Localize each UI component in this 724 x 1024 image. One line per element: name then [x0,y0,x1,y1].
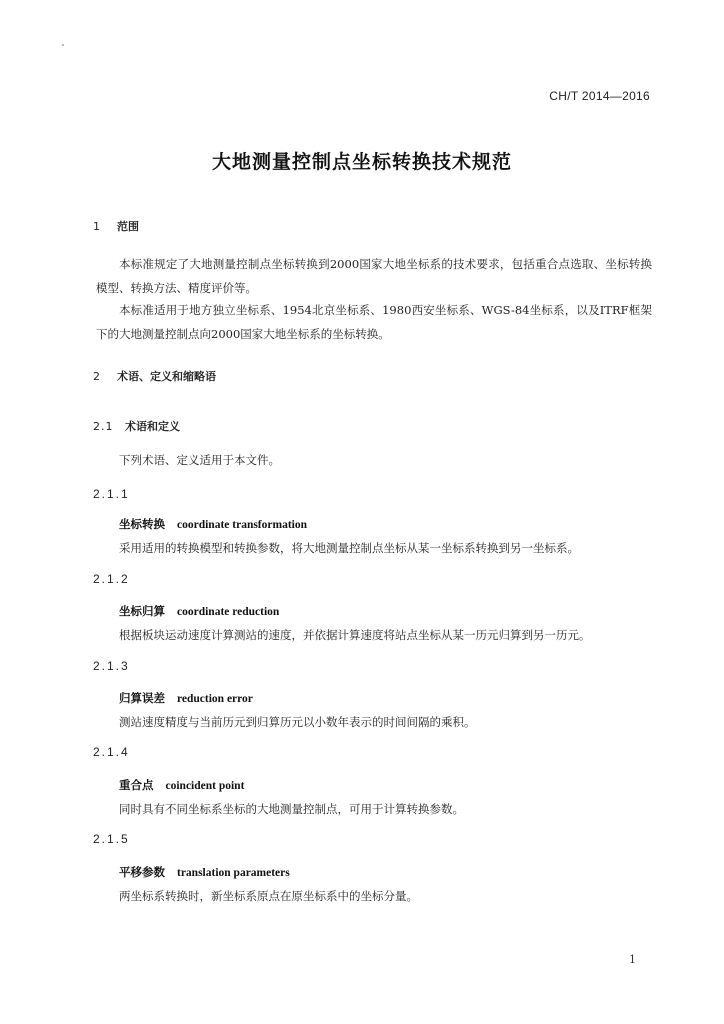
term-chinese: 坐标归算 [119,604,165,618]
term-heading [119,690,253,706]
term-chinese: 归算误差 [119,691,165,705]
term-heading [119,516,307,532]
term-number: 2.1.1 [93,487,130,501]
section-2-1-heading [93,418,180,434]
term-definition: 采用适用的转换模型和转换参数，将大地测量控制点坐标从某一坐标系转换到另一坐标系。 [119,541,579,555]
term-number: 2.1.2 [93,572,130,586]
section-number: 2.1 [93,420,114,433]
term-english: coordinate reduction [177,606,280,618]
term-chinese: 重合点 [119,778,154,792]
term-definition: 测站速度精度与当前历元到归算历元以小数年表示的时间间隔的乘积。 [119,715,476,729]
scope-paragraph-1: 本标准规定了大地测量控制点坐标转换到2000国家大地坐标系的技术要求，包括重合点选取、坐标转换模型、转换方法、精度评价等。 [96,257,652,295]
terms-intro: 下列术语、定义适用于本文件。 [119,453,280,467]
term-heading [119,603,279,619]
scope-paragraph-2: 本标准适用于地方独立坐标系、1954北京坐标系、1980西安坐标系、WGS-84坐标系，以及ITRF框架下的大地测量控制点向2000国家大地坐标系的坐标转换。 [96,303,652,341]
term-number: 2.1.3 [93,659,130,673]
section-number: 1 [93,220,100,233]
section-title: 术语和定义 [125,420,180,433]
term-english: coincident point [165,780,245,792]
section-number: 2 [93,370,100,383]
term-chinese: 平移参数 [119,865,165,879]
section-title: 范围 [117,220,139,233]
section-1-heading [93,218,139,234]
term-english: coordinate transformation [177,519,307,531]
term-english: reduction error [177,693,253,705]
term-definition: 两坐标系转换时，新坐标系原点在原坐标系中的坐标分量。 [119,889,418,903]
term-definition: 根据板块运动速度计算测站的速度，并依据计算速度将站点坐标从某一历元归算到另一历元。 [119,628,591,642]
term-number: 2.1.4 [93,745,130,759]
term-english: translation parameters [177,867,290,879]
standard-code: CH/T 2014—2016 [549,89,650,103]
term-chinese: 坐标转换 [119,517,165,531]
section-2-heading [93,368,216,384]
scan-speck [62,44,64,46]
term-number: 2.1.5 [93,832,130,846]
term-heading [119,777,244,793]
term-definition: 同时具有不同坐标系坐标的大地测量控制点，可用于计算转换参数。 [119,802,464,816]
page-number: 1 [629,953,636,966]
section-title: 术语、定义和缩略语 [117,370,216,383]
document-title: 大地测量控制点坐标转换技术规范 [211,151,512,173]
term-heading [119,864,290,880]
